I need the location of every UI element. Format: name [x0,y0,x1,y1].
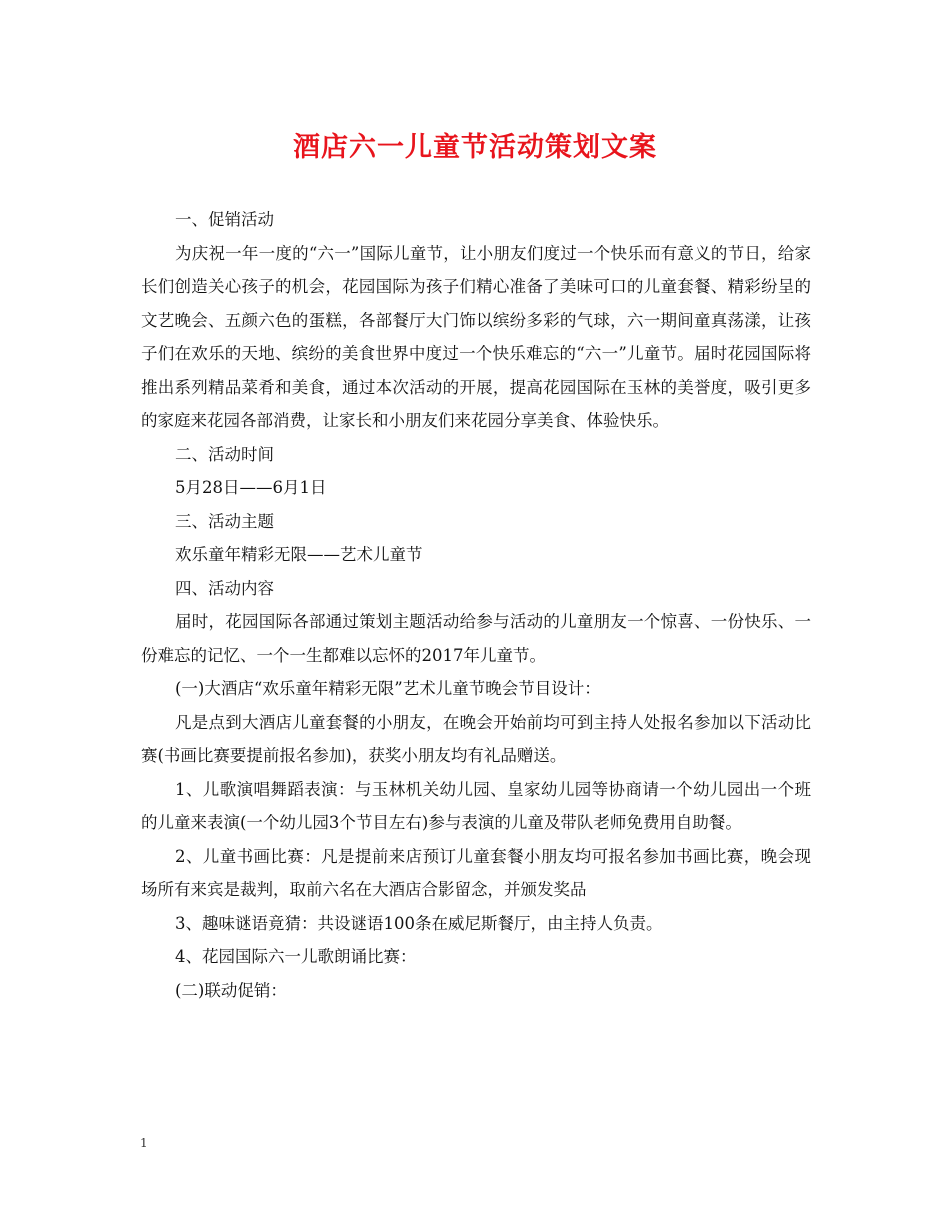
heading-promotion: 一、促销活动 [175,210,274,229]
list-item-recitation: 4、花园国际六一儿歌朗诵比赛： [175,947,417,966]
page-number: 1 [140,1136,148,1150]
list-item-riddles: 3、趣味谜语竟猜：共设谜语100条在威尼斯餐厅，由主持人负责。 [175,913,663,933]
subheading-joint-promotion: (二)联动促销： [175,980,287,1000]
subheading-gala-design: (一)大酒店“欢乐童年精彩无限”艺术儿童节晚会节目设计： [175,679,601,698]
paragraph-content-intro: 届时，花园国际各部通过策划主题活动给参与活动的儿童朋友一个惊喜、一份快乐、一份难忘的记忆、一个一生都难以忘怀的2017年儿童节。 [141,612,811,665]
heading-activity-content: 四、活动内容 [175,578,274,598]
paragraph-gala-signup: 凡是点到大酒店儿童套餐的小朋友，在晚会开始前均可到主持人处报名参加以下活动比赛(书画比赛要提前报名参加)，获奖小朋友均有礼品赠送。 [141,712,811,765]
paragraph-intro: 为庆祝一年一度的“六一”国际儿童节，让小朋友们度过一个快乐而有意义的节日，给家长们创造关心孩子的机会，花园国际为孩子们精心准备了美味可口的儿童套餐、精彩纷呈的文艺晚会、五颜六色的蛋糕，各部餐厅大门饰以缤纷多彩的气球，六一期间童真荡漾，让孩子们在欢乐的天地、缤纷的美食世界中度过一个快乐难忘的“六一”儿童节。届时花园国际将推出系列精品菜肴和美食，通过本次活动的开展，提高花园国际在玉林的美誉度，吸引更多的家庭来花园各部消费，让家长和小朋友们来花园分享美食、体验快乐。 [141,243,811,430]
activity-time-value: 5月28日——6月1日 [175,478,327,497]
heading-activity-time: 二、活动时间 [175,444,274,464]
list-item-painting-contest: 2、儿童书画比赛：凡是提前来店预订儿童套餐小朋友均可报名参加书画比赛，晚会现场所有来宾是裁判，取前六名在大酒店合影留念，并颁发奖品 [141,846,811,899]
activity-theme-value: 欢乐童年精彩无限——艺术儿童节 [175,545,423,564]
document-body [141,203,811,1007]
document-title: 酒店六一儿童节活动策划文案 [293,132,657,163]
heading-activity-theme: 三、活动主题 [175,511,274,531]
list-item-song-dance: 1、儿歌演唱舞蹈表演：与玉林机关幼儿园、皇家幼儿园等协商请一个幼儿园出一个班的儿童来表演(一个幼儿园3个节目左右)参与表演的儿童及带队老师免费用自助餐。 [141,779,811,832]
